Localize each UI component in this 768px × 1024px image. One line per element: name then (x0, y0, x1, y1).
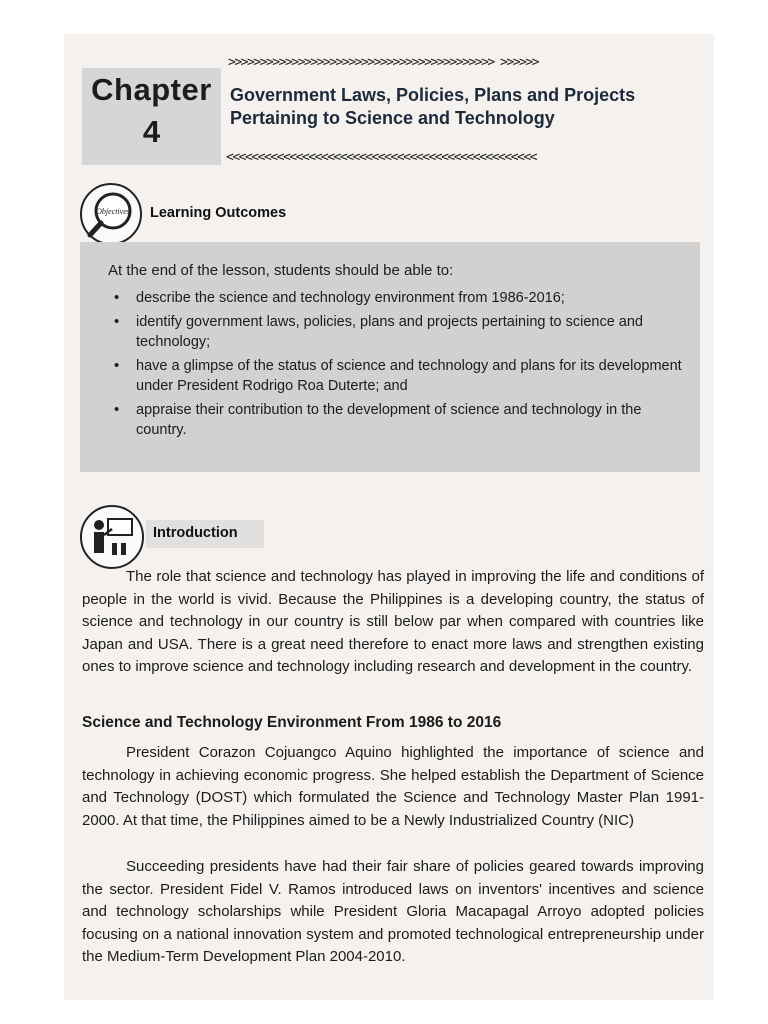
chapter-title (230, 84, 690, 130)
list-item: • identify government laws, policies, plans and projects pertaining to science and technology; (108, 312, 688, 352)
list-item: • describe the science and technology environment from 1986-2016; (108, 288, 688, 308)
section-heading: Science and Technology Environment From 1986 to 2016 (82, 714, 502, 731)
chapter-number: 4 (142, 114, 161, 149)
outcomes-list (108, 288, 688, 444)
section-paragraph-2: Succeeding presidents have had their fair share of policies geared towards improving the sector. President Fidel V. Ramos introduced laws on inventors' incentives and science and technology scholarships while President Gloria Macapagal Arroyo adopted policies focusing on a national innovation system and promoted technological entrepreneurship under the Medium-Term Development Plan 2004-2010. (82, 858, 704, 965)
list-item: • appraise their contribution to the development of science and technology in the country. (108, 400, 688, 440)
objectives-magnifier-icon (80, 183, 142, 245)
introduction-label: Introduction (153, 525, 238, 541)
arrow-border-bottom: <<<<<<<<<<<<<<<<<<<<<<<<<<<<<<<<<<<<<<<<<<<<<<<<< (226, 150, 537, 165)
list-item: • have a glimpse of the status of science and technology and plans for its development under President Rodrigo Roa Duterte; and (108, 356, 688, 396)
outcomes-intro: At the end of the lesson, students should be able to: (108, 262, 454, 279)
teacher-presentation-icon (80, 505, 144, 569)
chapter-badge (82, 68, 221, 165)
arrow-border-top: >>>>>>>>>>>>>>>>>>>>>>>>>>>>>>>>>>>>>>>>>> >>>>>> (228, 55, 539, 70)
chapter-title-line1: Government Laws, Policies, Plans and Projects (230, 85, 636, 105)
learning-outcomes-label: Learning Outcomes (150, 205, 287, 221)
chapter-title-line2: Pertaining to Science and Technology (230, 108, 555, 128)
objectives-icon-text: Objectives (96, 207, 130, 216)
chapter-label: Chapter (91, 72, 212, 107)
introduction-paragraph: The role that science and technology has played in improving the life and conditions of people in the world is vivid. Because the Philippines is a developing country, the status of science and technology in our country is still below par when compared with countries like Japan and USA. There is a great need therefore to enact more laws and strengthen existing ones to improve science and technology including research and development in the country. (82, 568, 704, 675)
section-paragraph-1: President Corazon Cojuangco Aquino highlighted the importance of science and technology in achieving economic progress. She helped establish the Department of Science and Technology (DOST) which formulated the Science and Technology Master Plan 1991-2000. At that time, the Philippines aimed to be a Newly Industrialized Country (NIC) (82, 744, 704, 829)
